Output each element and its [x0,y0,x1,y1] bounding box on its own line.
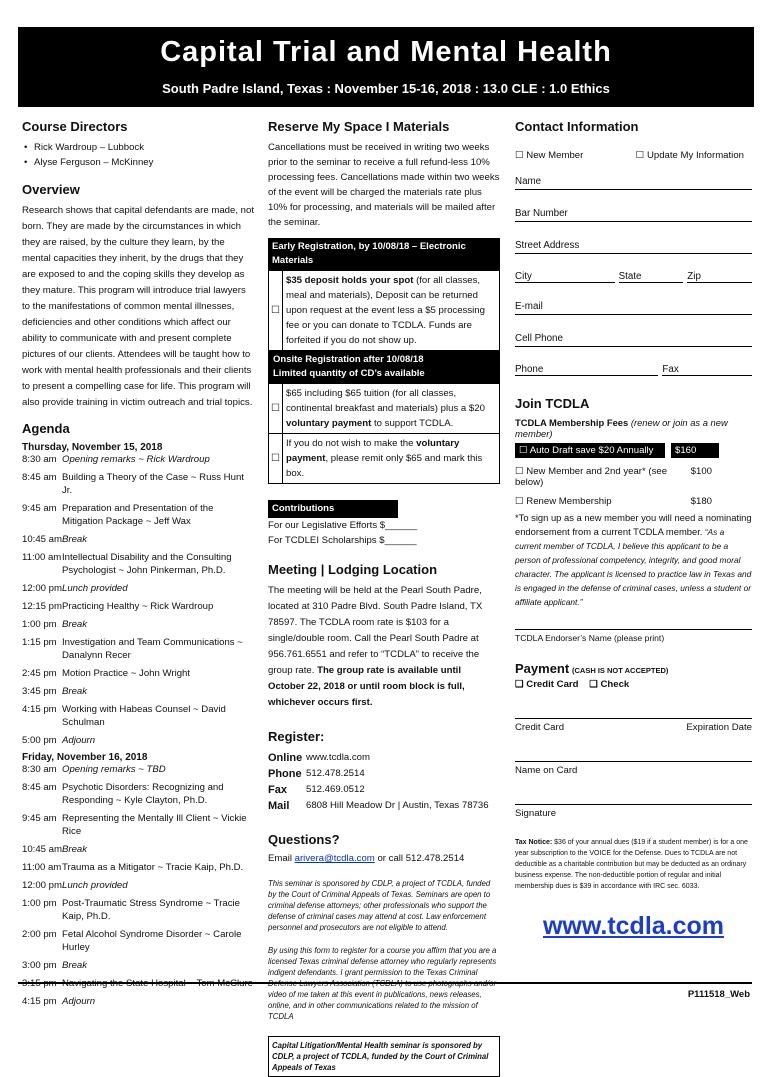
onsite-checkbox[interactable]: ☐ [269,384,283,433]
column-middle [268,115,500,1077]
payment-note: (CASH IS NOT ACCEPTED) [571,666,669,675]
agenda-desc: Psychotic Disorders: Recognizing and Responding ~ Kyle Clayton, Ph.D. [62,782,224,806]
early-registration-bar: Early Registration, by 10/08/18 – Electronic Materials [268,238,500,270]
early-checkbox[interactable]: ☐ [269,271,283,350]
agenda-item [22,551,254,577]
novol-text-end: , please remit only $65 and mark this box. [286,453,483,479]
state-field[interactable]: State [619,271,684,283]
agenda-time: 1:00 pm [22,898,57,909]
agenda-item [22,636,254,662]
agenda-desc: Representing the Mentally Ill Client ~ Vickie Rice [62,813,247,837]
agenda-desc: Break [62,619,88,630]
cell-phone-field[interactable]: Cell Phone [515,332,752,347]
meeting-heading: Meeting | Lodging Location [268,562,438,577]
contact-heading: Contact Information [515,119,639,134]
contact-fields [515,175,752,376]
register-label: Fax [268,784,287,796]
renew-row [515,496,752,507]
agenda-time: 3:15 pm [22,978,57,989]
fax-field[interactable]: Fax [662,364,752,376]
sponsor-box: Capital Litigation/Mental Health seminar is sponsored by CDLP, a project of TCDLA, funded by the Court of Criminal Appeals of Texas [268,1036,500,1077]
new-member-checkbox[interactable]: ☐ New Member [515,150,584,161]
agenda-desc: Break [62,686,88,697]
onsite-bar-line1: Onsite Registration after 10/08/18 [273,354,424,365]
agenda-desc: Post-Traumatic Stress Syndrome ~ Tracie Kaip, Ph.D. [62,898,240,922]
agenda-time: 2:45 pm [22,668,57,679]
check-option[interactable]: ❑ Check [589,679,630,690]
member-type-row [515,150,752,161]
reserve-heading: Reserve My Space I Materials [268,119,450,134]
early-bold: $35 deposit holds your spot [286,275,414,286]
agenda-desc: Navigating the State Hospital ~ Tom McClure [62,978,253,989]
expiration-label: Expiration Date [686,722,752,733]
agenda-time: 11:00 am [22,862,62,873]
agenda-time: 9:45 am [22,503,57,514]
agenda-time: 8:45 am [22,472,57,483]
city-state-zip-row [515,271,752,283]
agenda-item [22,843,254,856]
agenda-time: 3:00 pm [22,960,57,971]
register-row [268,766,500,782]
column-left [22,115,254,1013]
column-right [515,115,752,941]
agenda-desc: Break [62,534,88,545]
agenda-item [22,600,254,613]
new-member-price: $100 [690,466,712,477]
agenda-day1-list [22,453,254,747]
payment-heading-row [515,661,752,676]
name-field[interactable]: Name [515,175,752,190]
agenda-time: 8:45 am [22,782,57,793]
agenda-desc: Lunch provided [62,880,128,891]
register-label: Online [268,752,303,764]
early-option [269,271,499,350]
endorser-name-field[interactable]: TCDLA Endorser’s Name (please print) [515,629,752,643]
meeting-text [268,583,500,711]
agenda-item [22,879,254,892]
update-info-checkbox[interactable]: ☐ Update My Information [635,150,744,161]
agenda-desc: Fetal Alcohol Syndrome Disorder ~ Carole Hurley [62,929,242,953]
tax-notice-bold: Tax Notice: [515,839,553,846]
agenda-time: 4:15 pm [22,704,57,715]
agenda-item [22,959,254,972]
agenda-item [22,471,254,497]
contributions-bar: Contributions [268,500,398,518]
register-label: Phone [268,768,302,780]
tax-notice [515,837,752,892]
agenda-desc: Adjourn [62,735,96,746]
credit-card-field[interactable] [515,718,752,733]
page-title: Capital Trial and Mental Health [160,36,612,68]
agenda-day1: Thursday, November 15, 2018 [22,442,163,453]
agenda-desc: Adjourn [62,996,96,1007]
agenda-time: 4:15 pm [22,996,57,1007]
questions-suffix: or call 512.478.2514 [374,853,465,864]
agenda-desc: Trauma as a Mitigator ~ Tracie Kaip, Ph.D. [62,862,244,873]
agenda-time: 1:15 pm [22,637,57,648]
agenda-desc: Motion Practice ~ John Wright [62,668,191,679]
early-text: (for all classes, meal and materials), Deposit can be returned upon request at the event less a $5 processing fee or you can donate to TCDLA. Funds are forfeited if you do not show up. [286,275,485,346]
agenda-item [22,618,254,631]
agenda-item [22,928,254,954]
agenda-item [22,734,254,747]
novol-text: If you do not wish to make the [286,438,417,449]
register-value: 512.478.2514 [306,768,365,779]
register-heading: Register: [268,729,325,744]
agenda-desc: Investigation and Team Communications ~ Danalynn Recer [62,637,243,661]
agenda-desc: Break [62,960,88,971]
join-sub-italic: (renew or join as a new member) [515,417,728,439]
street-address-field[interactable]: Street Address [515,239,752,254]
renew-price: $180 [690,496,712,507]
onsite-text: $65 including $65 tuition (for all classes, continental breakfast and materials) plus a $20 [286,388,485,414]
contribution-scholarships[interactable]: For TCDLEI Scholarships $______ [268,535,417,546]
name-on-card-field[interactable]: Name on Card [515,761,752,776]
join-sub-bold: TCDLA Membership Fees [515,417,629,428]
agenda-item [22,685,254,698]
director-item: • Rick Wardroup – Lubbock [22,140,254,155]
director-item: • Alyse Ferguson – McKinney [22,155,254,170]
zip-field[interactable]: Zip [687,271,752,283]
register-value: www.tcdla.com [306,752,370,763]
agenda-time: 10:45 am [22,534,63,545]
meeting-body: The meeting will be held at the Pearl South Padre, located at 310 Padre Blvd. South Padre Island, TX 78597. The TCDLA room rate is $103 for a single/double room. Call the Pearl South Padre at 956.761.6551 and refer to “TCDLA” to receive the group rate. [268,585,483,676]
new-member-row [515,466,752,488]
endorsement-note [515,511,752,609]
agenda-item [22,897,254,923]
onsite-bar [269,350,499,383]
email-link[interactable]: arivera@tcdla.com [294,853,375,864]
questions-line [268,853,500,864]
agenda-item [22,763,254,776]
onsite-bar-line2: Limited quantity of CD’s available [273,368,425,379]
agenda-time: 2:00 pm [22,929,57,940]
agenda-item [22,861,254,874]
onsite-bold: voluntary payment [286,418,372,429]
agenda-item [22,812,254,838]
note-text: *To sign up as a new member you will need a nominating endorsement from a current TCDLA member. [515,512,752,537]
page-subtitle: South Padre Island, Texas : November 15-16, 2018 : 13.0 CLE : 1.0 Ethics [162,81,610,96]
agenda-time: 5:00 pm [22,735,57,746]
header-banner [18,27,754,107]
agenda-time: 3:45 pm [22,686,57,697]
agenda-item [22,995,254,1008]
agenda-desc: Lunch provided [62,583,128,594]
register-value: 6808 Hill Meadow Dr | Austin, Texas 78736 [306,800,489,811]
phone-field[interactable]: Phone [515,364,658,376]
auto-draft-row [515,443,752,458]
agenda-time: 1:00 pm [22,619,57,630]
registration-options [268,270,500,484]
tax-notice-text: $36 of your annual dues ($19 if a student member) is for a one year subscription to the VOICE for the Defense. Dues to TCDLA are not deductible as a charitable contribution but may be deducted as an ordinary business expense. The non-deductible portion of regular and initial membership dues is $39 in accordance with IRC sec. 6033. [515,839,748,890]
renew-option[interactable]: ☐ Renew Membership [515,496,612,507]
credit-card-label: Credit Card [515,722,565,733]
register-row [268,750,500,766]
agenda-item [22,453,254,466]
footer-rule [18,982,752,984]
agenda-heading: Agenda [22,421,70,436]
agenda-time: 11:00 am [22,552,62,563]
reserve-intro: Cancellations must be received in writing two weeks prior to the seminar to receive a full refund-less 10% processing fees. Cancellations made within two weeks of the event will be charged the materials rate plus 10% for processing, and materials will be mailed after the seminar. [268,142,500,228]
email-field[interactable]: E-mail [515,300,752,315]
agenda-desc: Preparation and Presentation of the Mitigation Package ~ Jeff Wax [62,503,214,527]
bar-number-field[interactable]: Bar Number [515,207,752,222]
agenda-desc: Break [62,844,88,855]
onsite-text-end: to support TCDLA. [371,418,454,429]
agenda-desc: Practicing Healthy ~ Rick Wardroup [62,601,214,612]
agenda-time: 12:00 pm [22,880,63,891]
agenda-item [22,667,254,680]
agenda-desc: Opening remarks ~ TBD [62,764,166,775]
agenda-time: 12:00 pm [22,583,63,594]
city-field[interactable]: City [515,271,615,283]
agenda-time: 8:30 am [22,764,57,775]
agenda-item [22,781,254,807]
no-voluntary-checkbox[interactable]: ☐ [269,434,283,483]
agenda-item [22,582,254,595]
no-voluntary-option [269,433,499,483]
register-label: Mail [268,800,290,812]
agenda-time: 9:45 am [22,813,57,824]
payment-heading: Payment [515,661,570,676]
payment-methods [515,679,752,690]
onsite-option [269,383,499,433]
note-italic: “As a current member of TCDLA, I believe this applicant to be a person of professional competency, integrity, and good moral character. The applicant is licensed to practice law in Texas and is engaged in the defense of criminal cases, unless a student or affiliate applicant.” [515,527,752,607]
overview-heading: Overview [22,182,80,197]
agenda-item [22,502,254,528]
new-member-option[interactable]: ☐ New Member and 2nd year* (see below) [515,466,668,488]
agenda-desc: Building a Theory of the Case ~ Russ Hunt Jr. [62,472,244,496]
register-list [268,750,500,814]
agenda-item [22,533,254,546]
agenda-desc: Intellectual Disability and the Consulting Psychologist ~ John Pinkerman, Ph.D. [62,552,232,576]
agenda-day2-list [22,763,254,1008]
join-subheading [515,417,752,439]
agenda-time: 8:30 am [22,454,57,465]
directors-list [22,140,254,170]
register-value: 512.469.0512 [306,784,365,795]
sponsor-text: This seminar is sponsored by CDLP, a project of TCDLA, funded by the Court of Criminal Appeals of Texas. Seminars are open to criminal defense attorneys; other professionals who support the defense of criminal cases may attend at cost. Law enforcement personnel and prosecutors are not eligible to attend. [268,879,491,932]
agenda-time: 12:15 pm [22,601,63,612]
agenda-item [22,703,254,729]
questions-prefix: Email [268,853,295,864]
agenda-desc: Opening remarks ~ Rick Wardroup [62,454,210,465]
overview-text: Research shows that capital defendants are made, not born. They are made by the circumstances in which they are raised, by the culture they learn, by the mental capacities they inherit, by the drugs that they are exposed to and the coping skills they develop as they mature. This program will introduce trial lawyers to the manifestations of common mental illnesses, deficiencies and other conditions which affect our ability to communicate with and present complete pictures of our clients. Attendees will be taught how to work with mental health professionals and their clients to present a compelling case for life. This program will also provide training in victim outreach and trial topics. [22,205,254,408]
form-code: P111518_Web [687,989,750,1000]
meeting-bold: The group rate is available until October 22, 2018 or until room block is full, whichever occurs first. [268,665,465,708]
directors-heading: Course Directors [22,119,128,134]
join-heading: Join TCDLA [515,396,590,411]
phone-fax-row [515,364,752,376]
agenda-time: 10:45 am [22,844,63,855]
signature-field[interactable]: Signature [515,804,752,819]
auto-draft-price: $160 [671,443,719,458]
website-link[interactable]: www.tcdla.com [542,912,725,940]
contribution-legislative[interactable]: For our Legislative Efforts $______ [268,520,418,531]
agenda-desc: Working with Habeas Counsel ~ David Schulman [62,704,226,728]
novol-bold: voluntary payment [286,438,460,464]
register-row [268,782,500,798]
credit-card-option[interactable]: ❑ Credit Card [515,679,579,690]
auto-draft-option[interactable]: ☐ Auto Draft save $20 Annually [515,443,665,458]
agenda-day2: Friday, November 16, 2018 [22,752,148,763]
register-row [268,798,500,814]
consent-text: By using this form to register for a course you affirm that you are a licensed Texas criminal defense attorney who regularly represents indigent defendants. I grant permission to the Texas Criminal Defense Lawyers Association (TCDLA) to use photographs and/or video of me taken at this event in publications, news releases, online, and in other communications related to the mission of TCDLA [268,946,497,1021]
questions-heading: Questions? [268,832,340,847]
